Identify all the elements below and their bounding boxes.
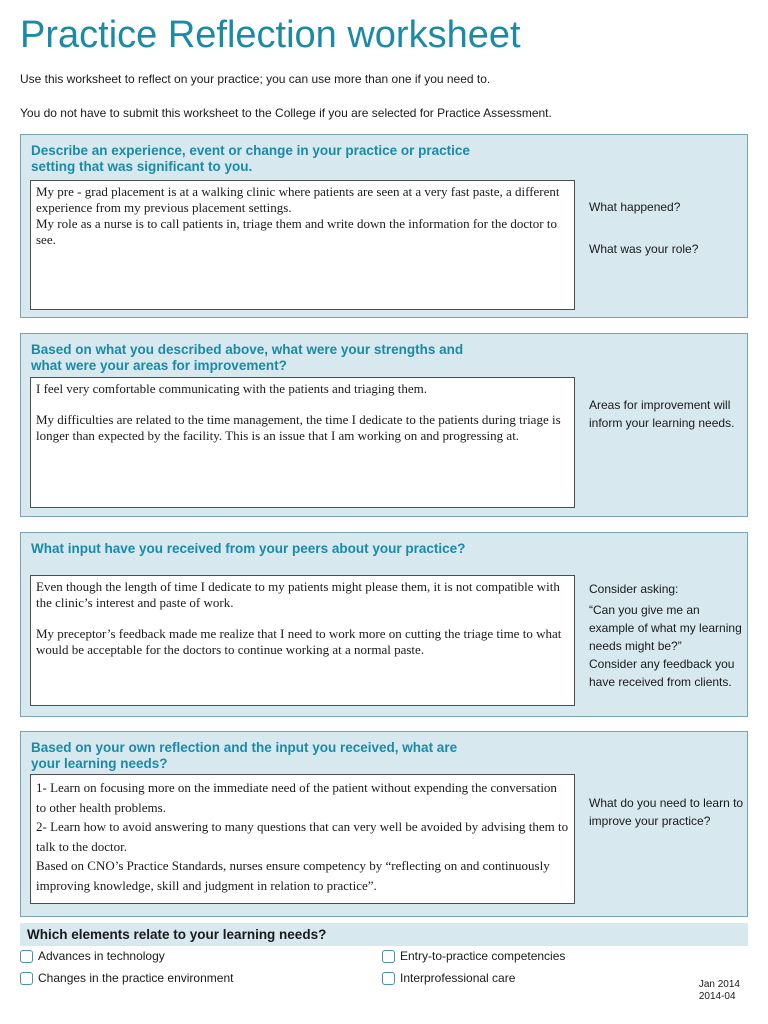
hint-learning-needs: What do you need to learn to improve your practice? (589, 796, 744, 828)
option-entry-to-practice[interactable]: Entry-to-practice competencies (382, 949, 565, 963)
checkbox[interactable] (382, 972, 395, 985)
option-advances-in-technology[interactable]: Advances in technology (20, 949, 165, 963)
section-heading: What input have you received from your peers about your practice? (31, 541, 466, 556)
footer-date: Jan 2014 2014-04 (698, 979, 740, 1002)
page-title: Practice Reflection worksheet (20, 14, 521, 56)
option-practice-environment[interactable]: Changes in the practice environment (20, 971, 233, 985)
answer-box-strengths[interactable]: I feel very comfortable communicating with the patients and triaging them. My difficulties are related to the time management, the time I dedicate to the patients during triage is longer than expected by the facility. This is an issue that I am working on and progressing at. (30, 377, 575, 508)
section-experience (20, 134, 748, 318)
intro-text-1: Use this worksheet to reflect on your practice; you can use more than one if you need to. (20, 72, 491, 86)
intro-text-2: You do not have to submit this worksheet to the College if you are selected for Practice Assessment. (20, 106, 552, 120)
section-learning-needs (20, 731, 748, 917)
answer-box-peer-input[interactable]: Even though the length of time I dedicate to my patients might please them, it is not compatible with the clinic’s interest and paste of work. My preceptor’s feedback made me realize that I need to work more on cutting the triage time to what would be acceptable for the doctors to continue working at a normal paste. (30, 575, 575, 706)
checkbox[interactable] (20, 972, 33, 985)
hint-experience: What happened? What was your role? (589, 200, 699, 256)
checkbox[interactable] (20, 950, 33, 963)
section-heading: Describe an experience, event or change in your practice or practice setting that was significant to you. (31, 143, 470, 174)
elements-heading-bar (20, 923, 748, 946)
answer-box-learning-needs[interactable]: 1- Learn on focusing more on the immediate need of the patient without expending the conversation to other health problems. 2- Learn how to avoid answering to many questions that can very well be avoided by advising them to talk to the doctor. Based on CNO’s Practice Standards, nurses ensure competency by “reflecting on and continuously improving knowledge, skill and judgment in relation to practice”. (30, 774, 575, 904)
section-strengths (20, 333, 748, 517)
elements-heading: Which elements relate to your learning needs? (27, 927, 327, 942)
option-interprofessional-care[interactable]: Interprofessional care (382, 971, 515, 985)
hint-strengths: Areas for improvement will inform your learning needs. (589, 398, 735, 430)
section-peer-input (20, 532, 748, 717)
section-heading: Based on what you described above, what were your strengths and what were your areas for improvement? (31, 342, 464, 373)
section-heading: Based on your own reflection and the input you received, what are your learning needs? (31, 740, 458, 771)
hint-peer-input: Consider asking: “Can you give me an example of what my learning needs might be?” Consider any feedback you have received from clients. (589, 582, 742, 689)
answer-box-experience[interactable]: My pre - grad placement is at a walking clinic where patients are seen at a very fast paste, a different experience from my previous placement settings. My role as a nurse is to call patients in, triage them and write down the information for the doctor to see. (30, 180, 575, 310)
checkbox[interactable] (382, 950, 395, 963)
